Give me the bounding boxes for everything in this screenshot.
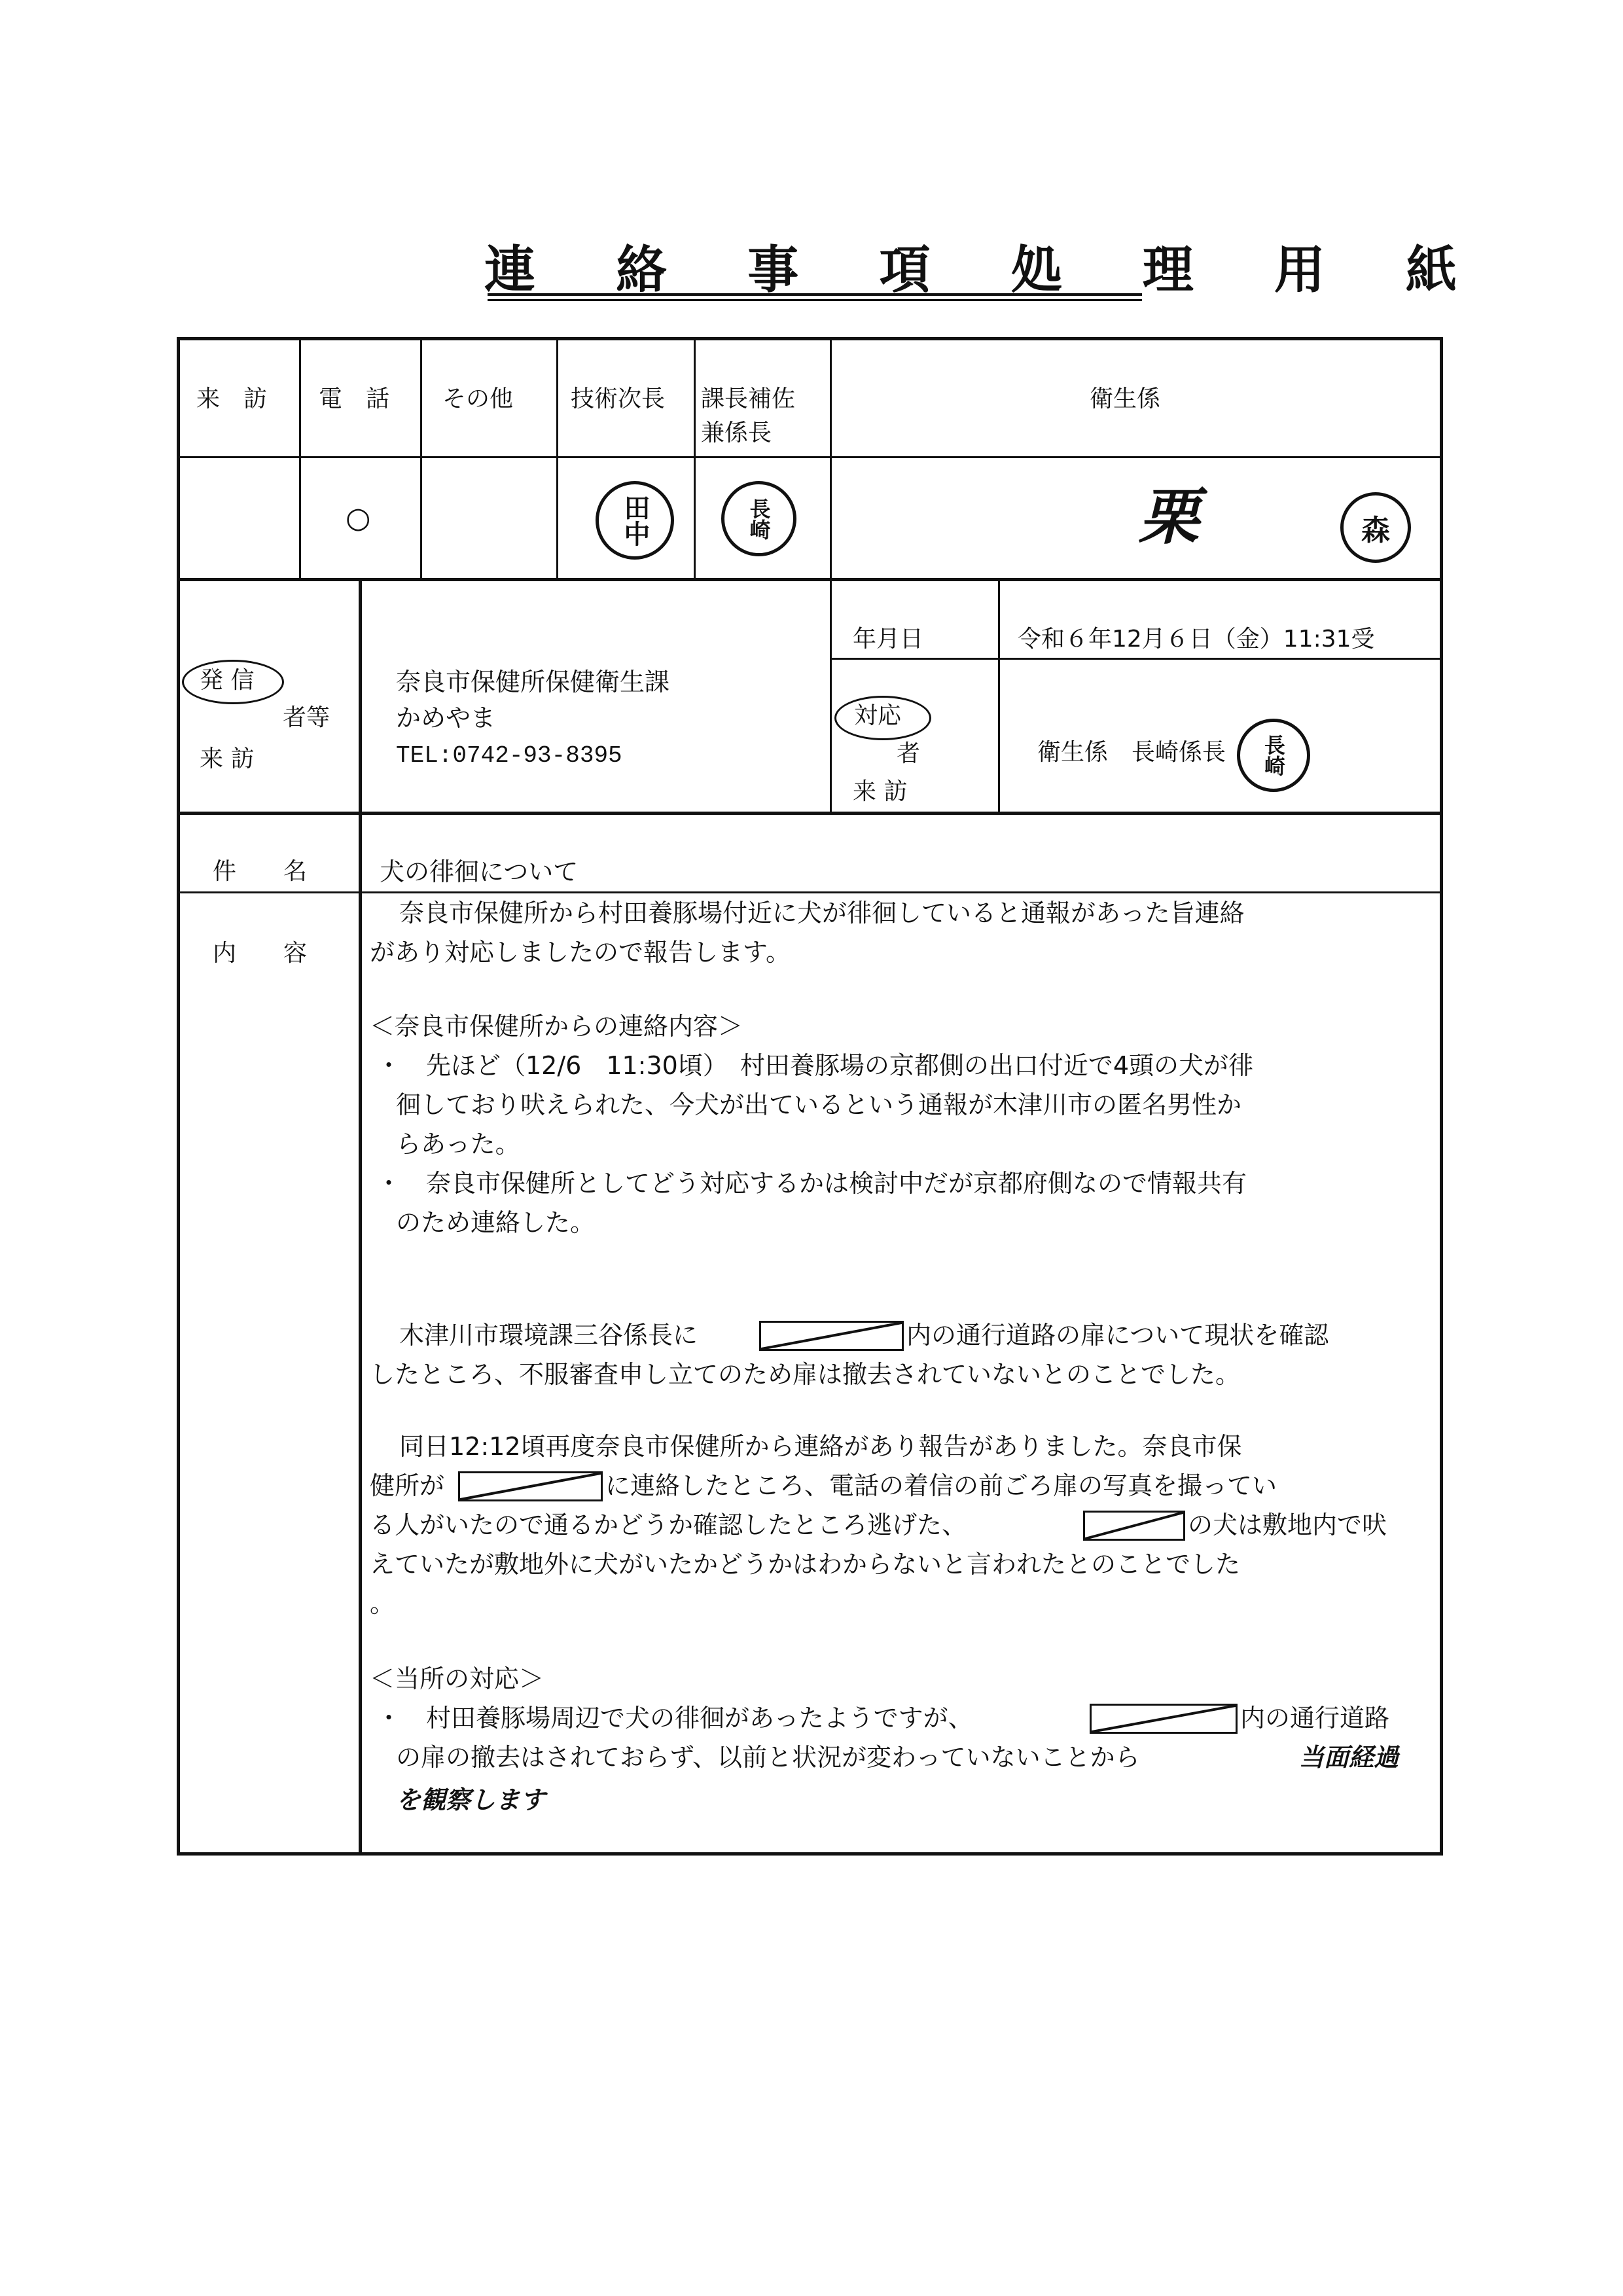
sender-org: 奈良市保健所保健衛生課 bbox=[396, 668, 670, 696]
table-border-bottom bbox=[177, 1852, 1443, 1856]
sender-label-2: 者等 bbox=[283, 704, 330, 731]
chief-seal: 長崎 bbox=[721, 481, 796, 556]
row-line bbox=[830, 658, 1442, 660]
visit-label: 来 訪 bbox=[196, 386, 268, 412]
sender-label: 発 信 bbox=[200, 667, 255, 694]
content-line: 奈良市保健所から村田養豚場付近に犬が徘徊していると通報があった旨連絡 bbox=[399, 899, 1245, 927]
content-line: 内の通行道路 bbox=[1240, 1704, 1390, 1732]
handler-label-2: 者 bbox=[897, 740, 921, 767]
content-line: る人がいたので通るかどうか確認したところ逃げた、 bbox=[370, 1511, 967, 1539]
content-line: したところ、不服審査申し立てのため扉は撤去されていないとのことでした。 bbox=[370, 1360, 1241, 1389]
tech-label: 技術次長 bbox=[571, 386, 666, 412]
content-line: があり対応しましたので報告します。 bbox=[370, 938, 791, 967]
sender-label-3: 来 訪 bbox=[200, 745, 255, 772]
sanitation-signature: 栗 bbox=[1139, 482, 1200, 552]
content-line: 木津川市環境課三谷係長に bbox=[399, 1321, 698, 1350]
content-line: の犬は敷地内で吠 bbox=[1188, 1511, 1387, 1539]
date-label: 年月日 bbox=[853, 626, 924, 653]
redaction-box bbox=[1083, 1511, 1185, 1541]
other-label: その他 bbox=[442, 386, 514, 412]
header-bottom bbox=[177, 578, 1443, 581]
table-border-top bbox=[177, 337, 1443, 340]
subject-value: 犬の徘徊について bbox=[380, 857, 579, 886]
col-line bbox=[694, 337, 696, 579]
redaction-box bbox=[759, 1321, 904, 1351]
handwritten-text: 当面経過 bbox=[1299, 1742, 1399, 1772]
col-line bbox=[830, 578, 832, 814]
redaction-box bbox=[458, 1471, 603, 1501]
handler-value: 衛生係 長崎係長 bbox=[1037, 739, 1226, 766]
section-heading: ＜奈良市保健所からの連絡内容＞ bbox=[370, 1012, 743, 1041]
sender-phone: TEL:0742-93-8395 bbox=[396, 742, 622, 769]
phone-check-mark: ○ bbox=[346, 501, 371, 535]
content-line: ・ 先ほど（12/6 11:30頃） 村田養豚場の京都側の出口付近で4頭の犬が徘 bbox=[376, 1051, 1254, 1080]
content-line: えていたが敷地外に犬がいたかどうかはわからないと言われたとのことでした bbox=[370, 1550, 1241, 1579]
handwritten-text: を観察します bbox=[396, 1785, 546, 1814]
content-line: 。 bbox=[370, 1589, 395, 1618]
date-value: 令和６年12月６日（金）11:31受 bbox=[1018, 626, 1375, 653]
title-underline bbox=[488, 293, 1142, 296]
sanitation-seal: 森 bbox=[1340, 492, 1411, 563]
col-line bbox=[420, 337, 422, 579]
header-divider bbox=[177, 456, 1443, 458]
col-line bbox=[830, 337, 832, 579]
tech-seal: 田中 bbox=[596, 481, 674, 560]
content-line: 内の通行道路の扉について現状を確認 bbox=[906, 1321, 1329, 1350]
content-line: 健所が bbox=[370, 1471, 445, 1500]
title-underline-double bbox=[488, 299, 1142, 301]
table-border-left bbox=[177, 337, 180, 1854]
section-heading: ＜当所の対応＞ bbox=[370, 1664, 544, 1693]
content-label: 内 容 bbox=[213, 940, 308, 967]
content-line: に連絡したところ、電話の着信の前ごろ扉の写真を撮ってい bbox=[605, 1471, 1277, 1500]
content-line: ・ 村田養豚場周辺で犬の徘徊があったようですが、 bbox=[376, 1704, 973, 1732]
content-line: 徊しており吠えられた、今犬が出ているという通報が木津川市の匿名男性か bbox=[396, 1090, 1242, 1119]
col-line bbox=[299, 337, 301, 579]
chief-label-line1: 課長補佐 bbox=[701, 386, 796, 412]
sender-name: かめやま bbox=[396, 704, 496, 732]
content-line: 同日12:12頃再度奈良市保健所から連絡があり報告がありました。奈良市保 bbox=[399, 1432, 1242, 1461]
label-column-line bbox=[359, 578, 362, 1854]
handler-label-3: 来 訪 bbox=[853, 778, 908, 805]
info-bottom bbox=[177, 812, 1443, 815]
col-line bbox=[998, 578, 1000, 814]
content-line: らあった。 bbox=[396, 1130, 520, 1158]
content-line: の扉の撤去はされておらず、以前と状況が変わっていないことから bbox=[396, 1743, 1140, 1772]
handler-seal: 長崎 bbox=[1237, 719, 1310, 792]
subject-label: 件 名 bbox=[213, 858, 308, 885]
chief-label-line2: 兼係長 bbox=[701, 420, 772, 446]
col-line bbox=[556, 337, 558, 579]
phone-label: 電 話 bbox=[319, 386, 390, 412]
redaction-box bbox=[1090, 1704, 1238, 1734]
content-line: のため連絡した。 bbox=[396, 1208, 596, 1237]
page-title: 連 絡 事 項 処 理 用 紙 bbox=[484, 240, 1489, 300]
table-border-right bbox=[1440, 337, 1443, 1854]
handler-label: 対応 bbox=[854, 702, 902, 729]
sanitation-label: 衛生係 bbox=[1090, 386, 1161, 412]
content-line: ・ 奈良市保健所としてどう対応するかは検討中だが京都府側なので情報共有 bbox=[376, 1169, 1247, 1198]
